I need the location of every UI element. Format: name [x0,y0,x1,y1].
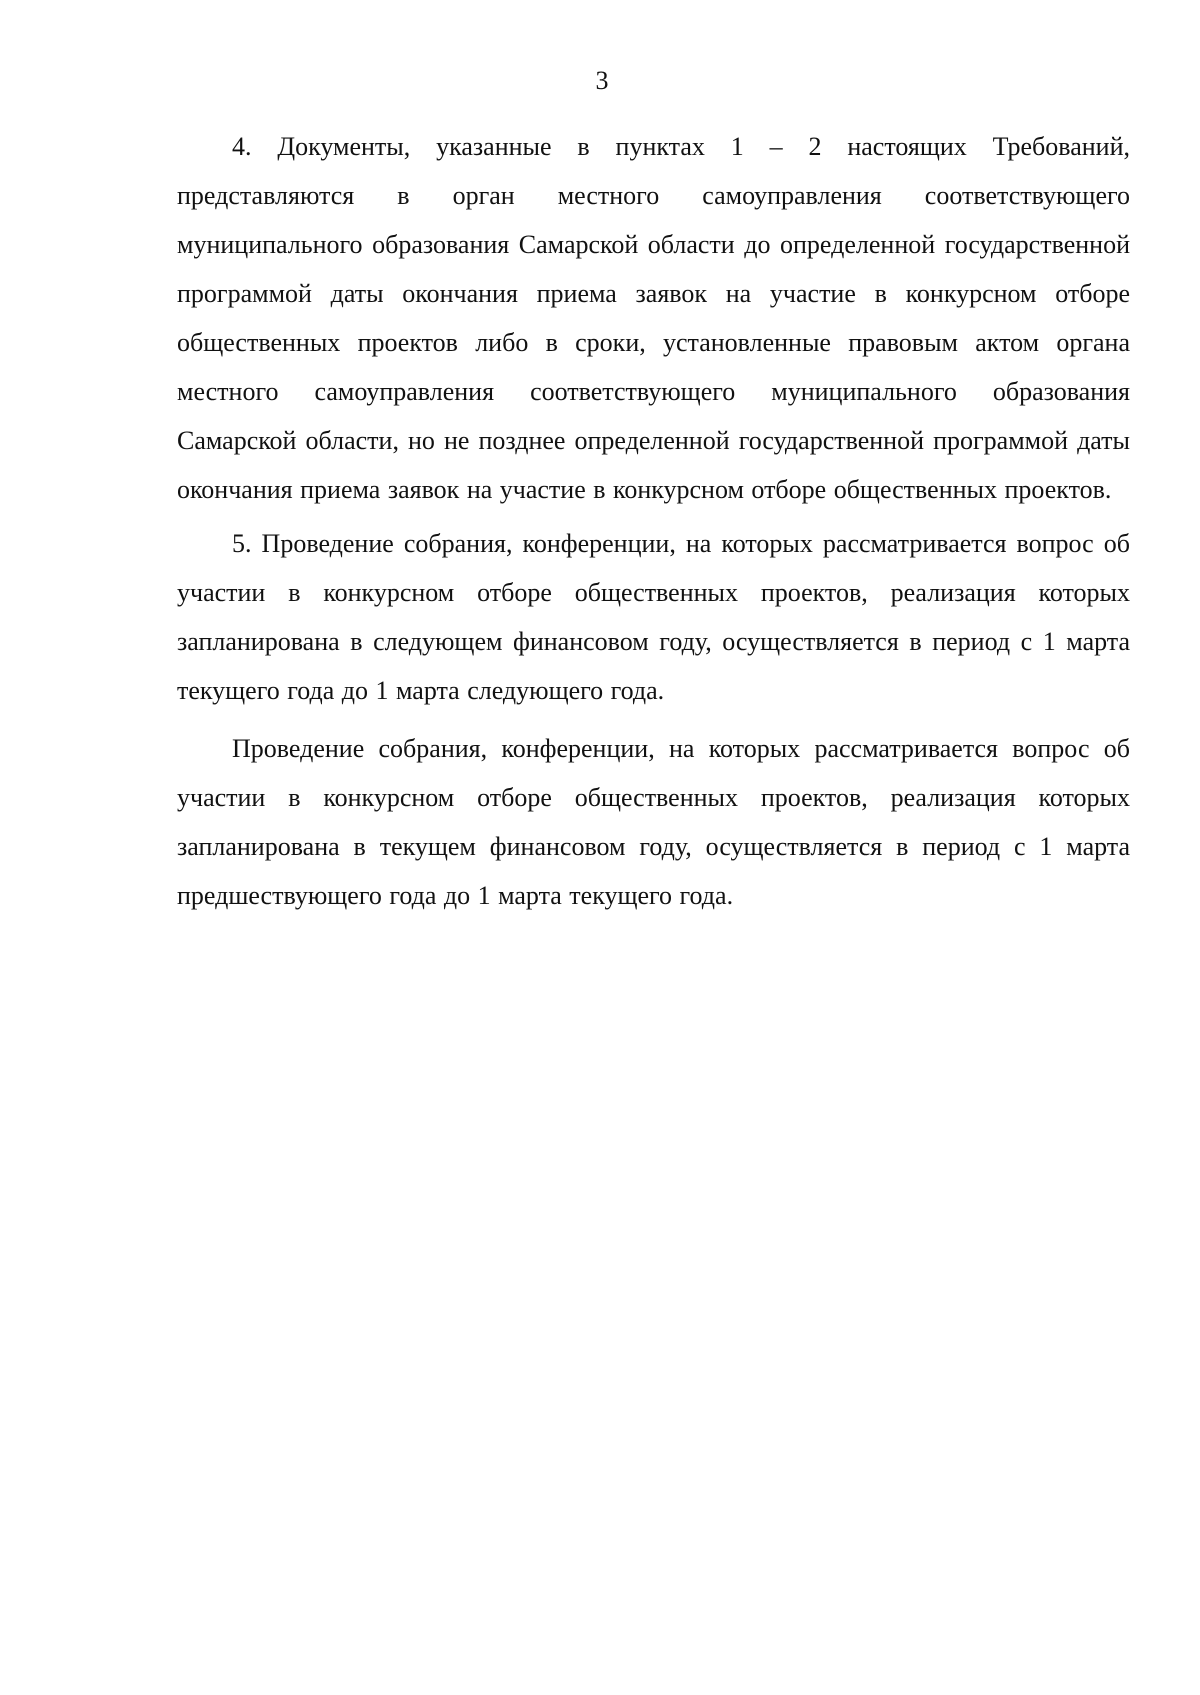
paragraph-4: 4. Документы, указанные в пунктах 1 – 2 настоящих Требований, представляются в орган местного самоуправления соответствующего муниципального образования Самарской области до определенной государственной программой даты окончания приема заявок на участие в конкурсном отборе общественных проектов либо в сроки, установленные правовым актом органа местного самоуправления соответствующего муниципального образования Самарской области, но не позднее определенной государственной программой даты окончания приема заявок на участие в конкурсном отборе общественных проектов. [177,132,1130,504]
paragraph-5: 5. Проведение собрания, конференции, на которых рассматривается вопрос об участии в конкурсном отборе общественных проектов, реализация которых запланирована в следующем финансовом году, осуществляется в период с 1 марта текущего года до 1 марта следующего года. [177,529,1130,705]
paragraph-5-continuation: Проведение собрания, конференции, на которых рассматривается вопрос об участии в конкурсном отборе общественных проектов, реализация которых запланирована в текущем финансовом году, осуществляется в период с 1 марта предшествующего года до 1 марта текущего года. [177,734,1130,910]
document-body [177,122,1130,925]
page-number: 3 [595,66,609,95]
